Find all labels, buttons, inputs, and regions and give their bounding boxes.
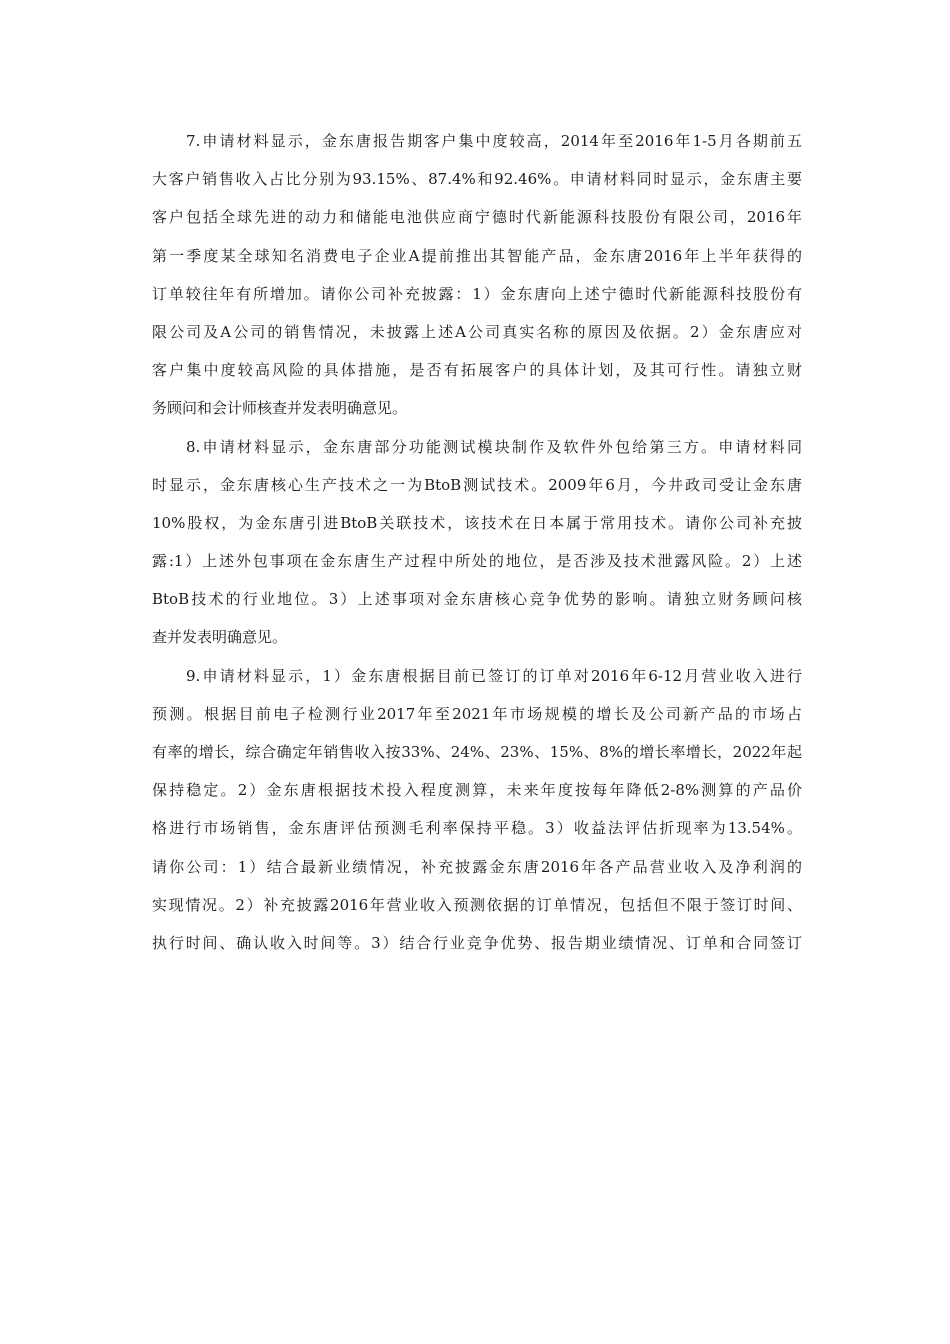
paragraph-line: 限公司及A公司的销售情况，未披露上述A公司真实名称的原因及依据。2）金东唐应对 [152,322,802,341]
paragraph-line: 订单较往年有所增加。请你公司补充披露：1）金东唐向上述宁德时代新能源科技股份有 [152,284,802,303]
paragraph-line: 时显示，金东唐核心生产技术之一为BtoB测试技术。2009年6月，今井政司受让金东唐 [152,475,802,494]
paragraph-line: 第一季度某全球知名消费电子企业A提前推出其智能产品，金东唐2016年上半年获得的 [152,246,802,265]
paragraph-line: 露:1）上述外包事项在金东唐生产过程中所处的地位，是否涉及技术泄露风险。2）上述 [152,552,802,571]
paragraph-line: 10%股权，为金东唐引进BtoB关联技术，该技术在日本属于常用技术。请你公司补充披 [152,513,802,532]
paragraph-line: 7.申请材料显示，金东唐报告期客户集中度较高，2014年至2016年1-5月各期前五 [186,132,802,150]
paragraph-line: 实现情况。2）补充披露2016年营业收入预测依据的订单情况，包括但不限于签订时间、 [152,895,802,914]
paragraph-line: 客户包括全球先进的动力和储能电池供应商宁德时代新能源科技股份有限公司，2016年 [152,208,802,227]
document-body [152,122,802,962]
paragraph-line: 保持稳定。2）金东唐根据技术投入程度测算，未来年度按每年降低2-8%测算的产品价 [152,781,802,800]
paragraph-line: 务顾问和会计师核查并发表明确意见。 [152,399,408,418]
paragraph-line: 大客户销售收入占比分别为93.15%、87.4%和92.46%。申请材料同时显示，金东唐主要 [152,170,802,189]
paragraph-line: 预测。根据目前电子检测行业2017年至2021年市场规模的增长及公司新产品的市场占 [152,704,802,723]
paragraph-line: 请你公司：1）结合最新业绩情况，补充披露金东唐2016年各产品营业收入及净利润的 [152,857,802,876]
paragraph-9 [152,657,802,963]
paragraph-line: 8.申请材料显示，金东唐部分功能测试模块制作及软件外包给第三方。申请材料同 [186,437,802,456]
paragraph-line: 执行时间、确认收入时间等。3）结合行业竞争优势、报告期业绩情况、订单和合同签订 [152,933,802,952]
paragraph-line: 查并发表明确意见。 [152,628,288,647]
paragraph-line: 格进行市场销售，金东唐评估预测毛利率保持平稳。3）收益法评估折现率为13.54%。 [152,819,802,838]
paragraph-line: 有率的增长，综合确定年销售收入按33%、24%、23%、15%、8%的增长率增长，2022年起 [152,743,802,761]
paragraph-line: BtoB技术的行业地位。3）上述事项对金东唐核心竞争优势的影响。请独立财务顾问核 [152,590,802,609]
paragraph-line: 客户集中度较高风险的具体措施，是否有拓展客户的具体计划，及其可行性。请独立财 [152,361,802,380]
paragraph-8 [152,428,802,657]
paragraph-7 [152,122,802,428]
paragraph-line: 9.申请材料显示，1）金东唐根据目前已签订的订单对2016年6-12月营业收入进行 [186,666,802,685]
